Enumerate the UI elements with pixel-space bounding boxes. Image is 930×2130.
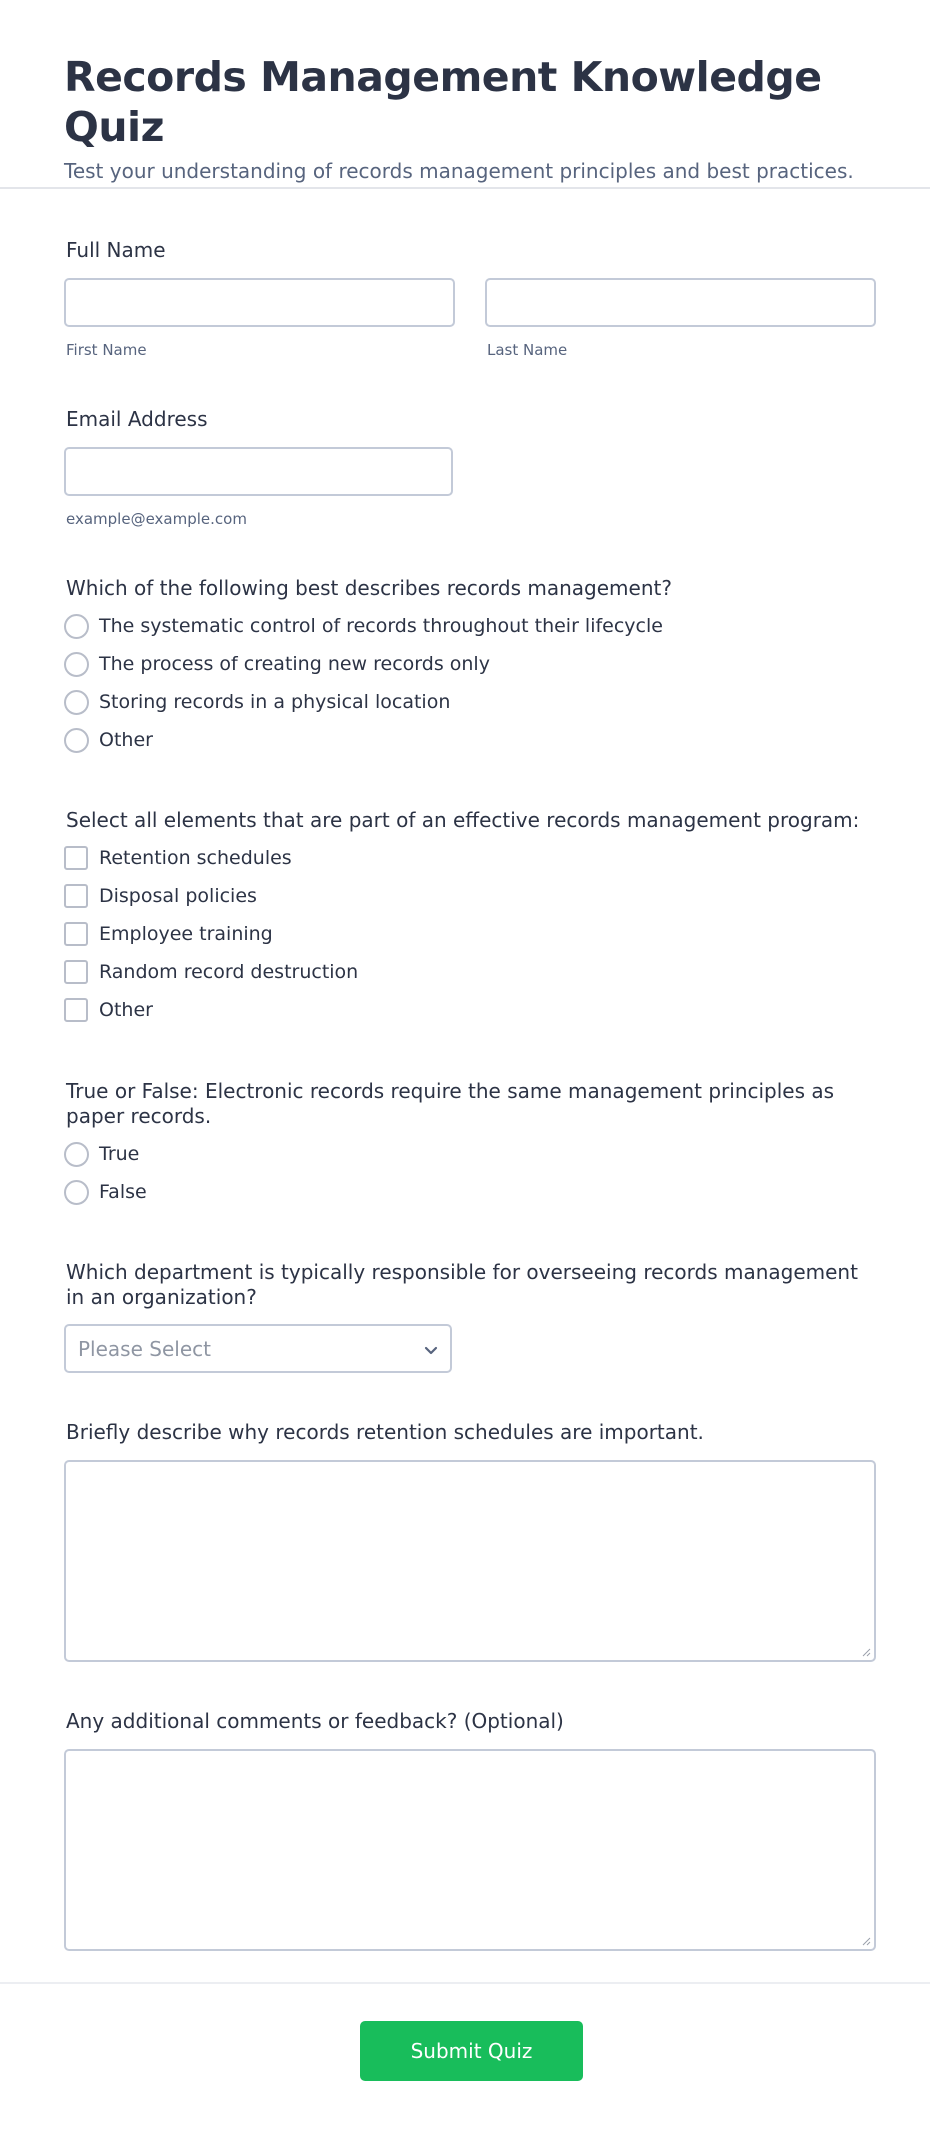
resize-handle-icon[interactable] bbox=[861, 1647, 871, 1657]
checkbox[interactable] bbox=[64, 846, 88, 870]
question-2-label: Select all elements that are part of an effective records management program: bbox=[66, 808, 860, 832]
form-header bbox=[0, 0, 930, 189]
first-name-input[interactable] bbox=[64, 278, 455, 327]
q2-option[interactable] bbox=[64, 839, 876, 877]
email-input[interactable] bbox=[64, 447, 453, 496]
radio-button[interactable] bbox=[64, 1142, 89, 1167]
page-subtitle: Test your understanding of records management principles and best practices. bbox=[64, 159, 854, 183]
q1-option-label: Storing records in a physical location bbox=[99, 691, 451, 713]
last-name-sublabel: Last Name bbox=[487, 341, 568, 359]
email-label: Email Address bbox=[66, 407, 208, 431]
q1-option-label: The systematic control of records throughout their lifecycle bbox=[99, 615, 663, 637]
last-name-input[interactable] bbox=[485, 278, 876, 327]
question-5-label: Briefly describe why records retention schedules are important. bbox=[66, 1420, 704, 1444]
q1-option[interactable] bbox=[64, 607, 876, 645]
question-2 bbox=[64, 808, 876, 1029]
retention-textarea[interactable] bbox=[64, 1460, 876, 1662]
question-3 bbox=[64, 1079, 876, 1211]
checkbox[interactable] bbox=[64, 960, 88, 984]
q3-option-label: True bbox=[99, 1143, 140, 1165]
radio-button[interactable] bbox=[64, 614, 89, 639]
question-5 bbox=[64, 1420, 876, 1662]
q2-option-label: Employee training bbox=[99, 923, 273, 945]
first-name-sublabel: First Name bbox=[66, 341, 147, 359]
q2-option[interactable] bbox=[64, 915, 876, 953]
checkbox[interactable] bbox=[64, 884, 88, 908]
q1-option-label: The process of creating new records only bbox=[99, 653, 490, 675]
q2-option[interactable] bbox=[64, 991, 876, 1029]
page-title: Records Management Knowledge Quiz bbox=[64, 53, 822, 151]
q2-option-label: Other bbox=[99, 999, 153, 1021]
q2-option[interactable] bbox=[64, 877, 876, 915]
checkbox[interactable] bbox=[64, 922, 88, 946]
question-6 bbox=[64, 1709, 876, 1951]
q2-option-label: Retention schedules bbox=[99, 847, 292, 869]
question-1-label: Which of the following best describes records management? bbox=[66, 576, 672, 600]
radio-button[interactable] bbox=[64, 652, 89, 677]
question-4 bbox=[64, 1260, 876, 1373]
form-footer bbox=[0, 1982, 930, 2130]
radio-button[interactable] bbox=[64, 728, 89, 753]
question-1 bbox=[64, 576, 876, 759]
full-name-label: Full Name bbox=[66, 238, 166, 262]
checkbox[interactable] bbox=[64, 998, 88, 1022]
q3-option[interactable] bbox=[64, 1135, 876, 1173]
question-3-label: True or False: Electronic records require the same management principles as paper records. bbox=[66, 1079, 835, 1128]
q3-option-label: False bbox=[99, 1181, 147, 1203]
select-value: Please Select bbox=[78, 1336, 211, 1361]
radio-button[interactable] bbox=[64, 1180, 89, 1205]
comments-textarea[interactable] bbox=[64, 1749, 876, 1951]
q1-option[interactable] bbox=[64, 645, 876, 683]
email-field bbox=[64, 407, 876, 528]
q1-option-label: Other bbox=[99, 729, 153, 751]
q2-option-label: Random record destruction bbox=[99, 961, 359, 983]
full-name-field bbox=[64, 238, 876, 359]
resize-handle-icon[interactable] bbox=[861, 1936, 871, 1946]
email-sublabel: example@example.com bbox=[66, 510, 247, 528]
department-select[interactable] bbox=[64, 1324, 452, 1373]
question-4-label: Which department is typically responsible for overseeing records management in an organization? bbox=[66, 1260, 858, 1309]
q2-option-label: Disposal policies bbox=[99, 885, 257, 907]
question-6-label: Any additional comments or feedback? (Optional) bbox=[66, 1709, 564, 1733]
q1-option[interactable] bbox=[64, 721, 876, 759]
q1-option[interactable] bbox=[64, 683, 876, 721]
q2-option[interactable] bbox=[64, 953, 876, 991]
radio-button[interactable] bbox=[64, 690, 89, 715]
chevron-down-icon bbox=[424, 1337, 438, 1361]
q3-option[interactable] bbox=[64, 1173, 876, 1211]
submit-button[interactable]: Submit Quiz bbox=[360, 2021, 583, 2081]
